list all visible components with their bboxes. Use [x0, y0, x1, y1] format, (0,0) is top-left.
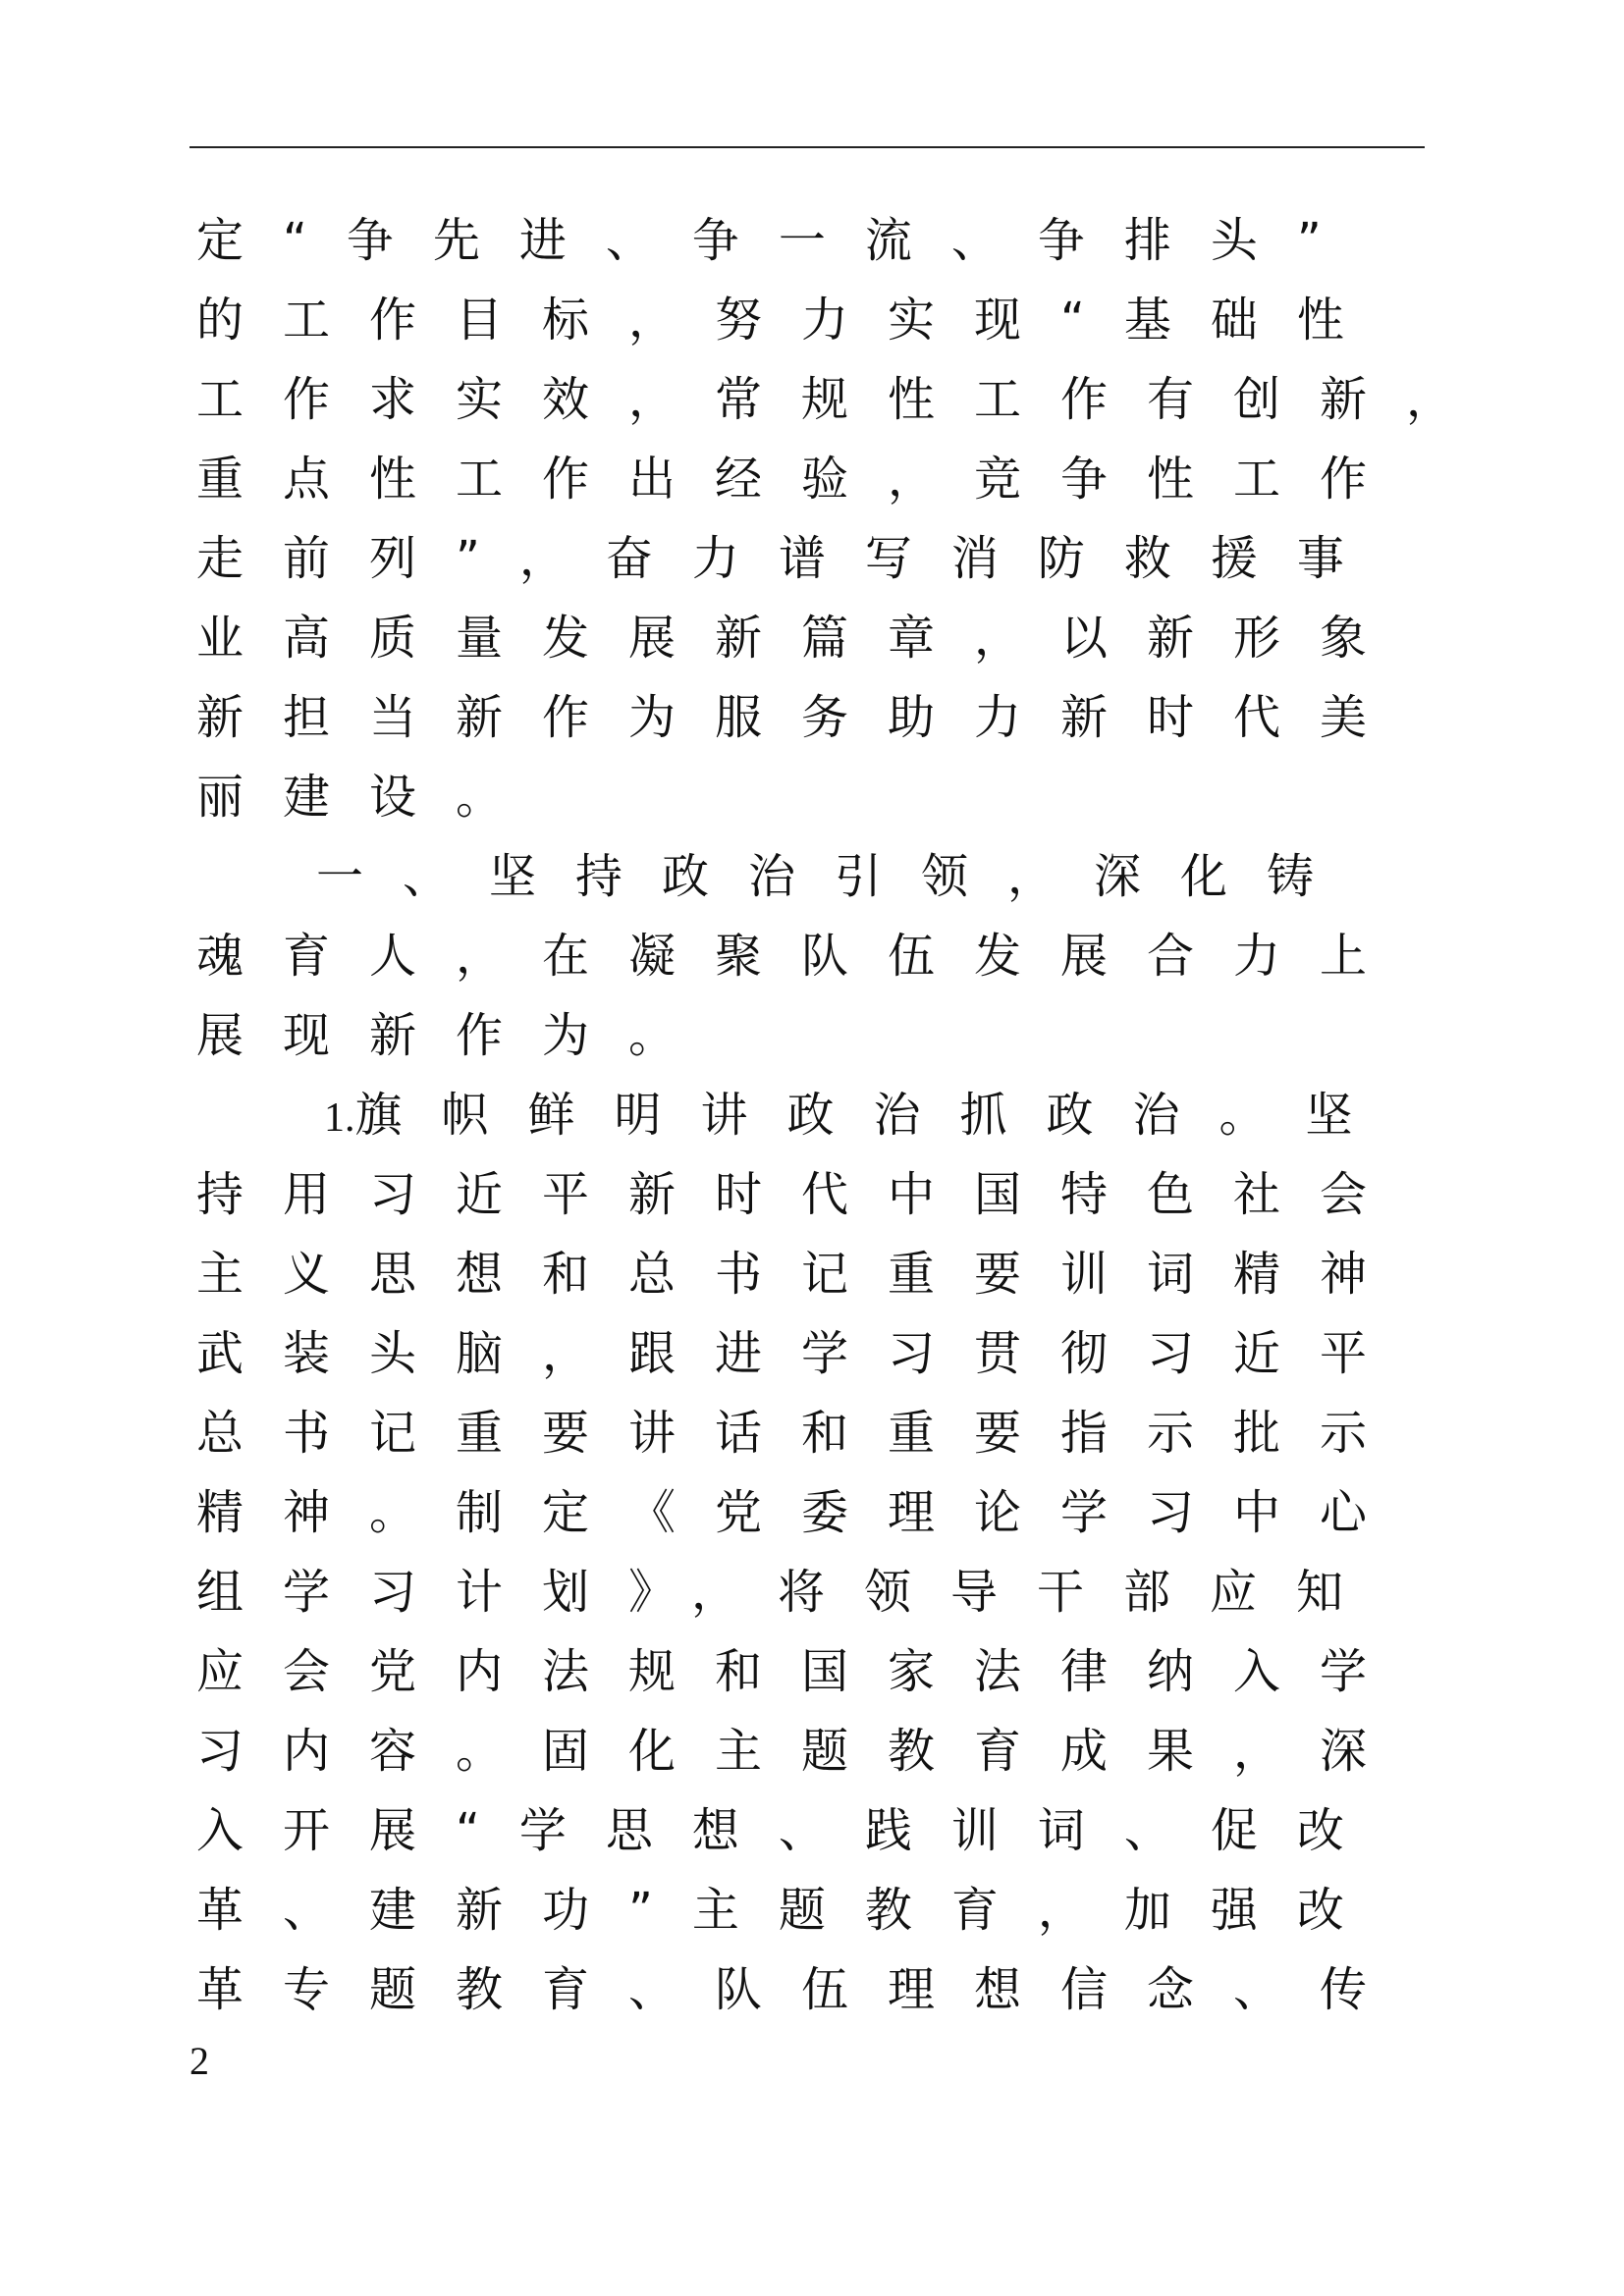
section-heading-line: 展现新作为。 — [196, 1008, 716, 1063]
page-number: 2 — [189, 2039, 209, 2083]
text-line: 革、建新功”主题教育，加强改 — [196, 1883, 1383, 1938]
header-rule — [189, 146, 1425, 148]
text-line: 持用习近平新时代中国特色社会 — [196, 1167, 1407, 1222]
text-line: 组学习计划》，将领导干部应知 — [196, 1565, 1383, 1620]
section-heading-line: 一、坚持政治引领，深化铸 — [316, 849, 1354, 904]
text-line: 应会党内法规和国家法律纳入学 — [196, 1644, 1407, 1699]
text-line: 业高质量发展新篇章，以新形象 — [196, 611, 1407, 666]
text-line: 丽建设。 — [196, 770, 543, 825]
text-line: 革专题教育、队伍理想信念、传 — [196, 1962, 1407, 2017]
text-line: 新担当新作为服务助力新时代美 — [196, 690, 1407, 745]
text-line: 主义思想和总书记重要训词精神 — [196, 1247, 1407, 1302]
item-heading-line — [324, 1076, 1392, 1154]
text-line: 入开展“学思想、践训词、促改 — [196, 1803, 1383, 1858]
text-line: 工作求实效，常规性工作有创新， — [196, 372, 1493, 427]
text-line: 习内容。固化主题教育成果，深 — [196, 1724, 1407, 1779]
section-heading-line: 魂育人，在凝聚队伍发展合力上 — [196, 929, 1407, 984]
text-line: 精神。制定《党委理论学习中心 — [196, 1485, 1407, 1540]
text-line: 定“争先进、争一流、争排头” — [196, 213, 1361, 268]
item-heading-text: 旗帜鲜明讲政治抓政治。坚 — [354, 1088, 1392, 1143]
item-number: 1. — [324, 1095, 355, 1141]
text-line: 重点性工作出经验，竞争性工作 — [196, 452, 1407, 507]
text-line: 总书记重要讲话和重要指示批示 — [196, 1406, 1407, 1461]
text-line: 的工作目标，努力实现“基础性 — [196, 293, 1383, 347]
text-line: 武装头脑，跟进学习贯彻习近平 — [196, 1326, 1407, 1381]
text-line: 走前列”，奋力谱写消防救援事 — [196, 531, 1383, 586]
